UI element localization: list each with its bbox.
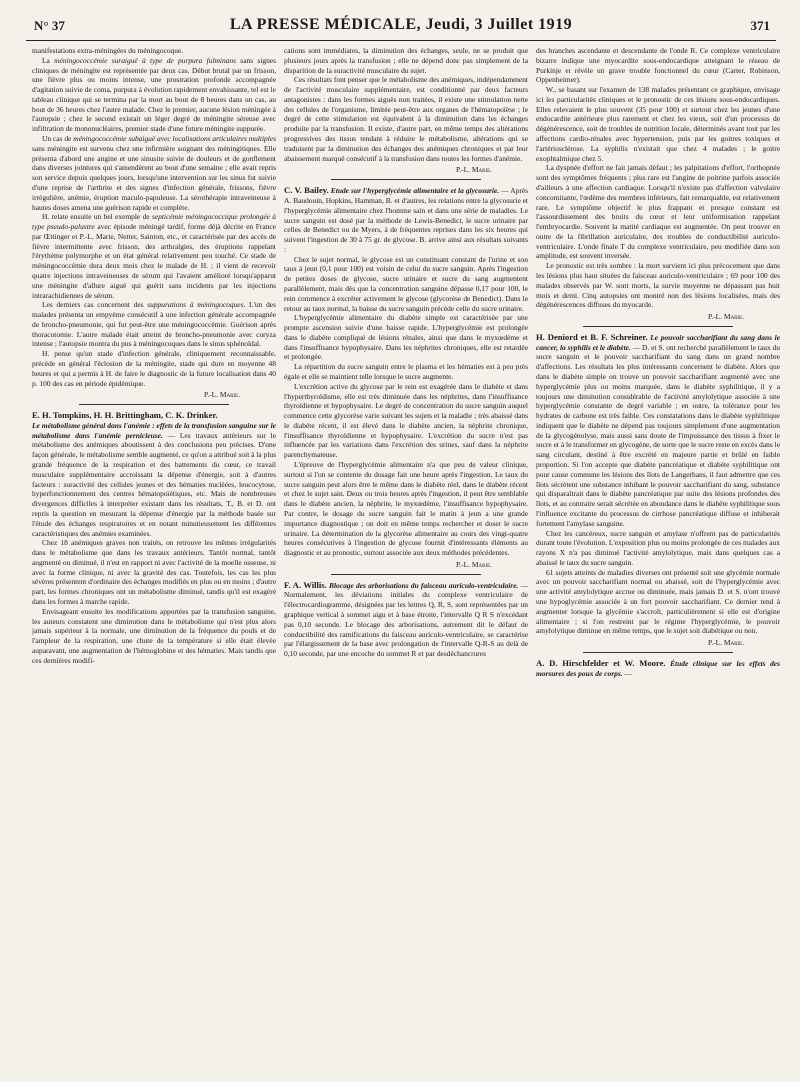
- article-header: C. V. Bailey. Etude sur l'hyperglycémie alimentaire et la glycosurie. — Après A. Baudouin, Hopkins, Hamman, B. et d'autres, les relations entre la glycosurie et l'hyperglycémie alimentaire chez l'homme sain et dans une série de maladies. Le sucre sanguin est dosé par la méthode de Lewis-Benedict, le sucre urinaire par celles de Benedict ou de Myers, à de fréquentes reprises dans les six heures qui suivent l'ingestion de 30 à 75 gr. de glycose. B. arrive ainsi aux résultats suivants :: [284, 185, 528, 254]
- paragraph: 61 sujets atteints de maladies diverses ont présenté soit une glycémie normale avec un pouvoir saccharifiant normal ou abaissé, soit de l'hyperglycémie avec une activité amylolytique accrue ou diminuée, mais jamais D. et S. n'ont trouvé une hypoglycémie associée à un fort pouvoir saccharifiant. Ce dernier tend à augmenter lorsque la glycémie s'accroît, particulièrement si elle est d'origine alimentaire ; si l'on restreint par le régime l'hyperglycémie, le pouvoir amylolytique diminue en même temps, que le sujet soit diabétique ou non.: [536, 567, 780, 636]
- paragraph: Ces résultats font penser que le métabolisme des anémiques, indépendamment de l'activité musculaire supplémentaire, est conditionné par deux facteurs antagonistes : dans les formes aiguës non traitées, il existe une stimulation nette des cellules de l'organisme, limitée peut-être aux organes de l'hématopoïèse ; le degré de cette stimulation est équivalent à la diminution dans les échanges produite par la transfusion. Il existe, d'autre part, en même temps des altérations progressives des tissus tendant à réduire le métabolisme, altérations qui se traduisent par la diminution des échanges des anémiques chroniques et par leur abaissement marqué consécutif à la transfusion dans toutes les formes d'anémie.: [284, 75, 528, 163]
- column-1: [32, 46, 276, 1076]
- paragraph: L'épreuve de l'hyperglycémie alimentaire n'a que peu de valeur clinique, surtout si l'on se contente du dosage fait une heure après l'ingestion. Le taux du sucre sanguin peut alors être le même dans le diabète réel, dans le diabète récent et chez le sujet sain. Deux ou trois heures après l'ingestion, il peut être semblable dans le diabète ancien, la néphrite, le myxœdème, l'insuffisance hypophysaire. Par contre, le dosage du sucre sanguin fait le matin à jeun a une grande importance diagnostique ; on doit en même temps rechercher et doser le sucre urinaire. La détermination de la glycorése alimentaire au cours des vingt-quatre heures consécutives à l'ingestion de glycose fournit d'intéressants éléments au diagnostic et au pronostic, surtout associée aux deux méthodes précédentes.: [284, 460, 528, 558]
- article-authors: H. Deniord et B. F. Schreiner.: [536, 331, 648, 342]
- paragraph: W., se basant sur l'examen de 138 malades présentant ce graphique, envisage ici les particularités cliniques et le pronostic de ces lésions sous-endocardiques. Elles relevaient le plus souvent (35 pour 100) et surtout chez les jeunes d'une endocardite antérieure plus rarement et chez les vieux, soit d'un processus de dégénérescence, soit de troubles de nutrition locale, déterminés avant tout par les affections cardio-rénales avec hypertension, puis par les goitres toxiques et l'artériosclérose. La syphilis n'existait que chez 4 malades ; le goitre exophtalmique chez 5.: [536, 85, 780, 163]
- signature: P.-L. Marie.: [707, 312, 744, 322]
- signature: P.-L. Marie.: [455, 559, 492, 569]
- article-authors: C. V. Bailey.: [284, 185, 329, 196]
- article-authors: A. D. Hirschfelder et W. Moore.: [536, 657, 666, 668]
- article-title: Etude sur l'hyperglycémie alimentaire et la glycosurie.: [330, 186, 500, 196]
- article-authors: E. H. Tompkins, H. H. Brittingham, C. K. Drinker.: [32, 410, 218, 421]
- page-header: [26, 14, 776, 41]
- signature: P.-L. Marie.: [203, 390, 240, 400]
- paragraph: La méningococcémie suraiguë à type de purpura fulminans sans signes cliniques de méningite est représentée par deux cas. Début brutal par un frisson, une fièvre plus ou moins intense, une prostration profonde accompagnée d'agitation suivie de coma, purpura à évolution rapidement envahissante, tel est le tableau clinique qui se termina par la mort au bout de 8 heures dans un cas, au bout de 36 heures chez l'autre malade. Chez le premier, aucune lésion méningée à l'autopsie ; chez le second existait un léger degré de méningite séreuse avec infiltration de mononucléaires, premier stade d'une future méningite suppurée.: [32, 55, 276, 134]
- column-3: [536, 46, 780, 1076]
- article-header: H. Deniord et B. F. Schreiner. Le pouvoir saccharifiant du sang dans le cancer, la syphilis et le diabète. — D. et S. ont recherché parallèlement le taux du sucre sanguin et le pouvoir saccharifiant du sang dans un grand nombre d'affections. Les résultats les plus intéressants concernent le diabète. Alors que dans le diabète simple on trouve un pouvoir saccharifiant augmenté avec une hyperglycémie plus ou moins marquée, dans le diabète syphilitique, il y a toujours une diminution considérable de l'activité amylolytique associée à une hyperglycémie constante de degré variable ; en outre, la tolérance pour les hydrates de carbone est très faible. Ces constatations dans le diabète syphilitique indiquent que le diabète ne dépend pas toujours simplement d'une augmentation de la glycogénolyse, mais aussi sans doute de l'impuissance des tissus à fixer le sucre et à le transformer en glycogène, de sorte que le sucre reste en excès dans le sang circulant, destiné à être excrété en majeure partie et brûlé en faible proportion. Si l'on accepte que diabète pancréatique et diabète syphilitique ont pour cause commune les lésions des îlots de Langerhans, il faut admettre que ces îlots sécrètent une substance inhibant le pouvoir saccharifiant du sang, substance qui disparaîtrait dans le diabète pancréatique par suite des lésions profondes des îlots, et au contraire serait sécrétée en abondance dans le diabète syphilitique sous l'influence excitante du processus de cirrhose pancréatique diffuse et inhiberait fortement l'amylase sanguine.: [536, 331, 780, 528]
- article-header: A. D. Hirschfelder et W. Moore. Étude clinique sur les effets des morsures des poux de corps. —: [536, 657, 780, 678]
- paragraph: L'hyperglycémie alimentaire du diabète simple est caractérisée par une prompte ascension suivie d'une baisse rapide. L'hyperglycémie est prolongée dans le diabète compliqué de lésions rénales, ainsi que dans le myxœdème et dans l'insuffisance hypophysaire. Dans les néphrites chroniques, elle est retardée et prolongée.: [284, 313, 528, 362]
- paragraph: Un cas de méningococcémie subaiguë avec localisations articulaires multiples sans méningite est survenu chez une infirmière soignant des méningitiques. Elle présenta d'abord une angine et une sinusite suivie de douleurs et de gonflement dans diverses jointures qui s'amendèrent au bout d'une semaine ; elle avait repris son service depuis quelques jours, lorsqu'une intervention sur les sinus fut suivie d'une reprise de l'arthrite et des signes d'infection générale, frissons, fièvre irrégulière, anémie, éruption maculo-papuleuse. La sérothérapie intraveineuse à hautes doses amena une guérison rapide et complète.: [32, 134, 276, 212]
- article-authors: F. A. Willis.: [284, 579, 327, 590]
- divider: [583, 326, 733, 327]
- page-number: 371: [750, 18, 770, 33]
- paragraph: des branches ascendante et descendante de l'onde R. Ce complexe ventriculaire bizarre indique une myocardite sous-endocardique atteignant le réseau de Purkinje et révèle un grave trouble fonctionnel du cœur (Carter, Robinson, Oppenheimer).: [536, 46, 780, 85]
- paragraph: Les derniers cas concernent des suppurations à méningocoques. L'un des malades présenta un empyème consécutif à une infection générale accompagnée de broncho-pneumonie, qui fut peut-être une méningococcémie. Guérison après thoracotomie. L'autre malade était atteint de broncho-pneumonie avec coryza intense ; l'autopsie montra du pus à méningocoques dans le sinus sphénoïdal.: [32, 300, 276, 349]
- signature: P.-L. Marie.: [707, 638, 744, 648]
- paragraph: manifestations extra-méningées du méningocoque.: [32, 46, 184, 55]
- article-title: Le métabolisme général dans l'anémie : effets de la transfusion sanguine sur le métabolisme dans l'anémie pernicieuse.: [32, 420, 276, 440]
- paragraph: Le pronostic est très sombre : la mort survient ici plus précocement que dans les lésions plus haut situées du faisceau auriculo-ventriculaire ; 69 pour 100 des malades observés par W. sont morts, la survie moyenne ne dépassant pas huit mois et demi. Cinq autopsies ont montré non des lésions localisées, mais des dégénérescences diffuses du myocarde.: [536, 261, 780, 310]
- divider: [331, 179, 481, 180]
- paragraph: L'excrétion active du glycose par le rein est exagérée dans le diabète et dans l'hyperthyroïdisme, elle est très diminuée dans les néphrites, dans l'insuffisance thyroïdienne et hypophysaire. Le degré de concentration du sucre sanguin auquel commence cette glycorése varie suivant les sujets et la maladie ; très abaissé dans le diabète récent, il est élevé dans le diabète ancien, la néphrite chronique, l'insuffisance thyroïdienne et hypophysaire. L'excrétion du sucre n'est pas influencée par les variations dans l'excrétion des urines, sauf dans la néphrite parenchymateuse.: [284, 381, 528, 460]
- paragraph: H. relate ensuite un bel exemple de septicémie méningococcique prolongée à type pseudo-palustre avec épisode méningé tardif, forme déjà décrite en France par Œttinger et P.-L. Marie, Netter, Sainton, etc., et caractérisée par des accès de fièvre intermittente avec frisson, des arthralgies, des éruptions rappelant l'érythème polymorphe et un état général relativement peu touché. Ce stade de méningococcémie dura deux mois chez le malade de H. ; il vient de recevoir quatre injections intraveineuses de sérum qui l'avaient amélioré lorsqu'apparut une méningite d'allure aiguë qui guérit sans incidents par les injections intrarachidiennes de sérum.: [32, 212, 276, 300]
- paragraph: La répartition du sucre sanguin entre le plasma et les hématies est à peu près égale et elle se maintient telle lorsque le sucre augmente.: [284, 362, 528, 381]
- paragraph: cations sont immédiates, la diminution des échanges, seule, ne se produit que plusieurs jours après la transfusion ; elle ne dépend donc pas simplement de la disparition de la suractivité musculaire du sujet.: [284, 46, 528, 75]
- article-title: Étude clinique sur les effets des morsures des poux de corps.: [536, 658, 780, 678]
- divider: [79, 404, 229, 405]
- paragraph: H. pense qu'un stade d'infection générale, cliniquement reconnaissable, précède en général l'éclosion de la méningite, stade qui dure en moyenne 48 heures et qui a permis à H. de faire le diagnostic de la future localisation dans 40 p. 100 des cas en période épidémique.: [32, 349, 276, 388]
- paragraph: Chez 18 anémiques graves non traités, on retrouve les mêmes irrégularités dans le métabolisme que dans les travaux antérieurs. Tantôt normal, tantôt augmenté ou diminué, il n'est en rapport ni avec l'activité de la moelle osseuse, ni avec la forme clinique, ni avec la gravité des cas. Toutefois, les cas les plus sévères présentent d'ordinaire des échanges modifiés en plus ou en moins ; d'autre part, les formes chroniques ont un métabolisme diminué, tandis qu'il est exagéré dans les formes à marche rapide.: [32, 538, 276, 606]
- paragraph: Envisageant ensuite les modifications apportées par la transfusion sanguine, les auteurs constatent une diminution dans le métabolisme qui n'est plus alors jamais supérieur à la normale, une diminution de la fréquence du pouls et de l'ampleur de la respiration, une chute de la température si elle était élevée auparavant, une augmentation de l'hémoglobine et des hématies. Mais tandis que ces dernières modifi-: [32, 606, 276, 665]
- signature: P.-L. Marie.: [455, 165, 492, 175]
- journal-title: LA PRESSE MÉDICALE, Jeudi, 3 Juillet 1919: [229, 16, 573, 33]
- paragraph: Chez le sujet normal, le glycose est un constituant constant de l'urine et son taux à jeun (0,1 pour 100) est voisin de celui du sucre sanguin. Après l'ingestion de petites doses de glycose, sucre urinaire et sucre du sang augmentent parallèlement, mais dès que la concentration sanguine dépasse 0,17 pour 100, le rein commence à excréter activement le glycose (glycorése de Benedict). Dans le retour au taux normal, la baisse du sucre sanguin précède celle du sucre urinaire.: [284, 254, 528, 313]
- column-2: [284, 46, 528, 1076]
- article-title: Blocage des arborisations du faisceau auriculo-ventriculaire.: [329, 580, 519, 590]
- article-header: E. H. Tompkins, H. H. Brittingham, C. K. Drinker. Le métabolisme général dans l'anémie : effets de la transfusion sanguine sur le métabolisme dans l'anémie pernicieuse. — Les travaux antérieurs sur le métabolisme des anémiques aboutissent à des conclusions peu précises. D'une façon générale, le métabolisme semble augmenté, ce qu'on a attribué soit à la plus grande fréquence de la respiration et des battements du cœur, ce travail musculaire supplémentaire accroissant la dépense d'énergie, soit à d'autres facteurs : suractivité des cellules jeunes et des hématies nucléées, leucocytose, hyperfonctionnement des centres hématopoïétiques, etc. Mais de nombreuses divergences difficiles à interpréter existant dans les résultats, T., B. et D. ont repris la question en mesurant la dépense d'énergie par la méthode basée sur l'étude des échanges respiratoires et en notant minutieusement les différentes caractéristiques des anémies examinées.: [32, 410, 276, 538]
- article-title: Le pouvoir saccharifiant du sang dans le cancer, la syphilis et le diabète.: [536, 332, 780, 352]
- article-header: F. A. Willis. Blocage des arborisations du faisceau auriculo-ventriculaire. — Normalement, les déviations initiales du complexe ventriculaire de l'électrocardiogramme, désignées par les lettres Q, R, S, sont représentées par un graphique vertical à sommet aigu et à base étroite, l'intervalle Q R S n'excédant pas 0,10 seconde. Le blocage des arborisations, autrement dit le défaut de conductibilité des ramifications du faisceau auriculo-ventriculaire, se caractérise par l'élargissement de la base avec prolongation de l'intervalle Q-R-S au delà de 0,10 seconde, par une encoche du sommet R et par desdéchancrures: [284, 579, 528, 659]
- issue-number: N° 37: [34, 18, 65, 33]
- paragraph: La dyspnée d'effort ne fait jamais défaut ; les palpitations d'effort, l'orthopnée sont des symptômes fréquents ; plus rare est l'angine de poitrine parfois associée d'ailleurs à une affection cardiaque. Lorsqu'il n'existe pas d'affection valvulaire concomitante, l'œdème des membres inférieurs, fait remarquable, est relativement rare. Le symptôme objectif le plus frappant et presque constant est l'assourdissement des bruits du cœur et leur uniformisation rappelant l'embryocardie. Souvent la matité cardiaque est augmentée. On peut trouver en outre de la fibrillation auriculaire, des troubles de conductibilité auriculo-ventriculaire. L'onde finale T du complexe ventriculaire, peu modifiée dans son amplitude, est souvent inversée.: [536, 163, 780, 261]
- paragraph: Chez les cancéreux, sucre sanguin et amylase n'offrent pas de particularités durant toute l'évolution. L'exposition plus ou moins prolongée de ces malades aux rayons X n'a pas diminué l'activité amylolytique, mais dans quelques cas a abaissé le taux du sucre sanguin.: [536, 528, 780, 567]
- divider: [583, 652, 733, 653]
- divider: [331, 574, 481, 575]
